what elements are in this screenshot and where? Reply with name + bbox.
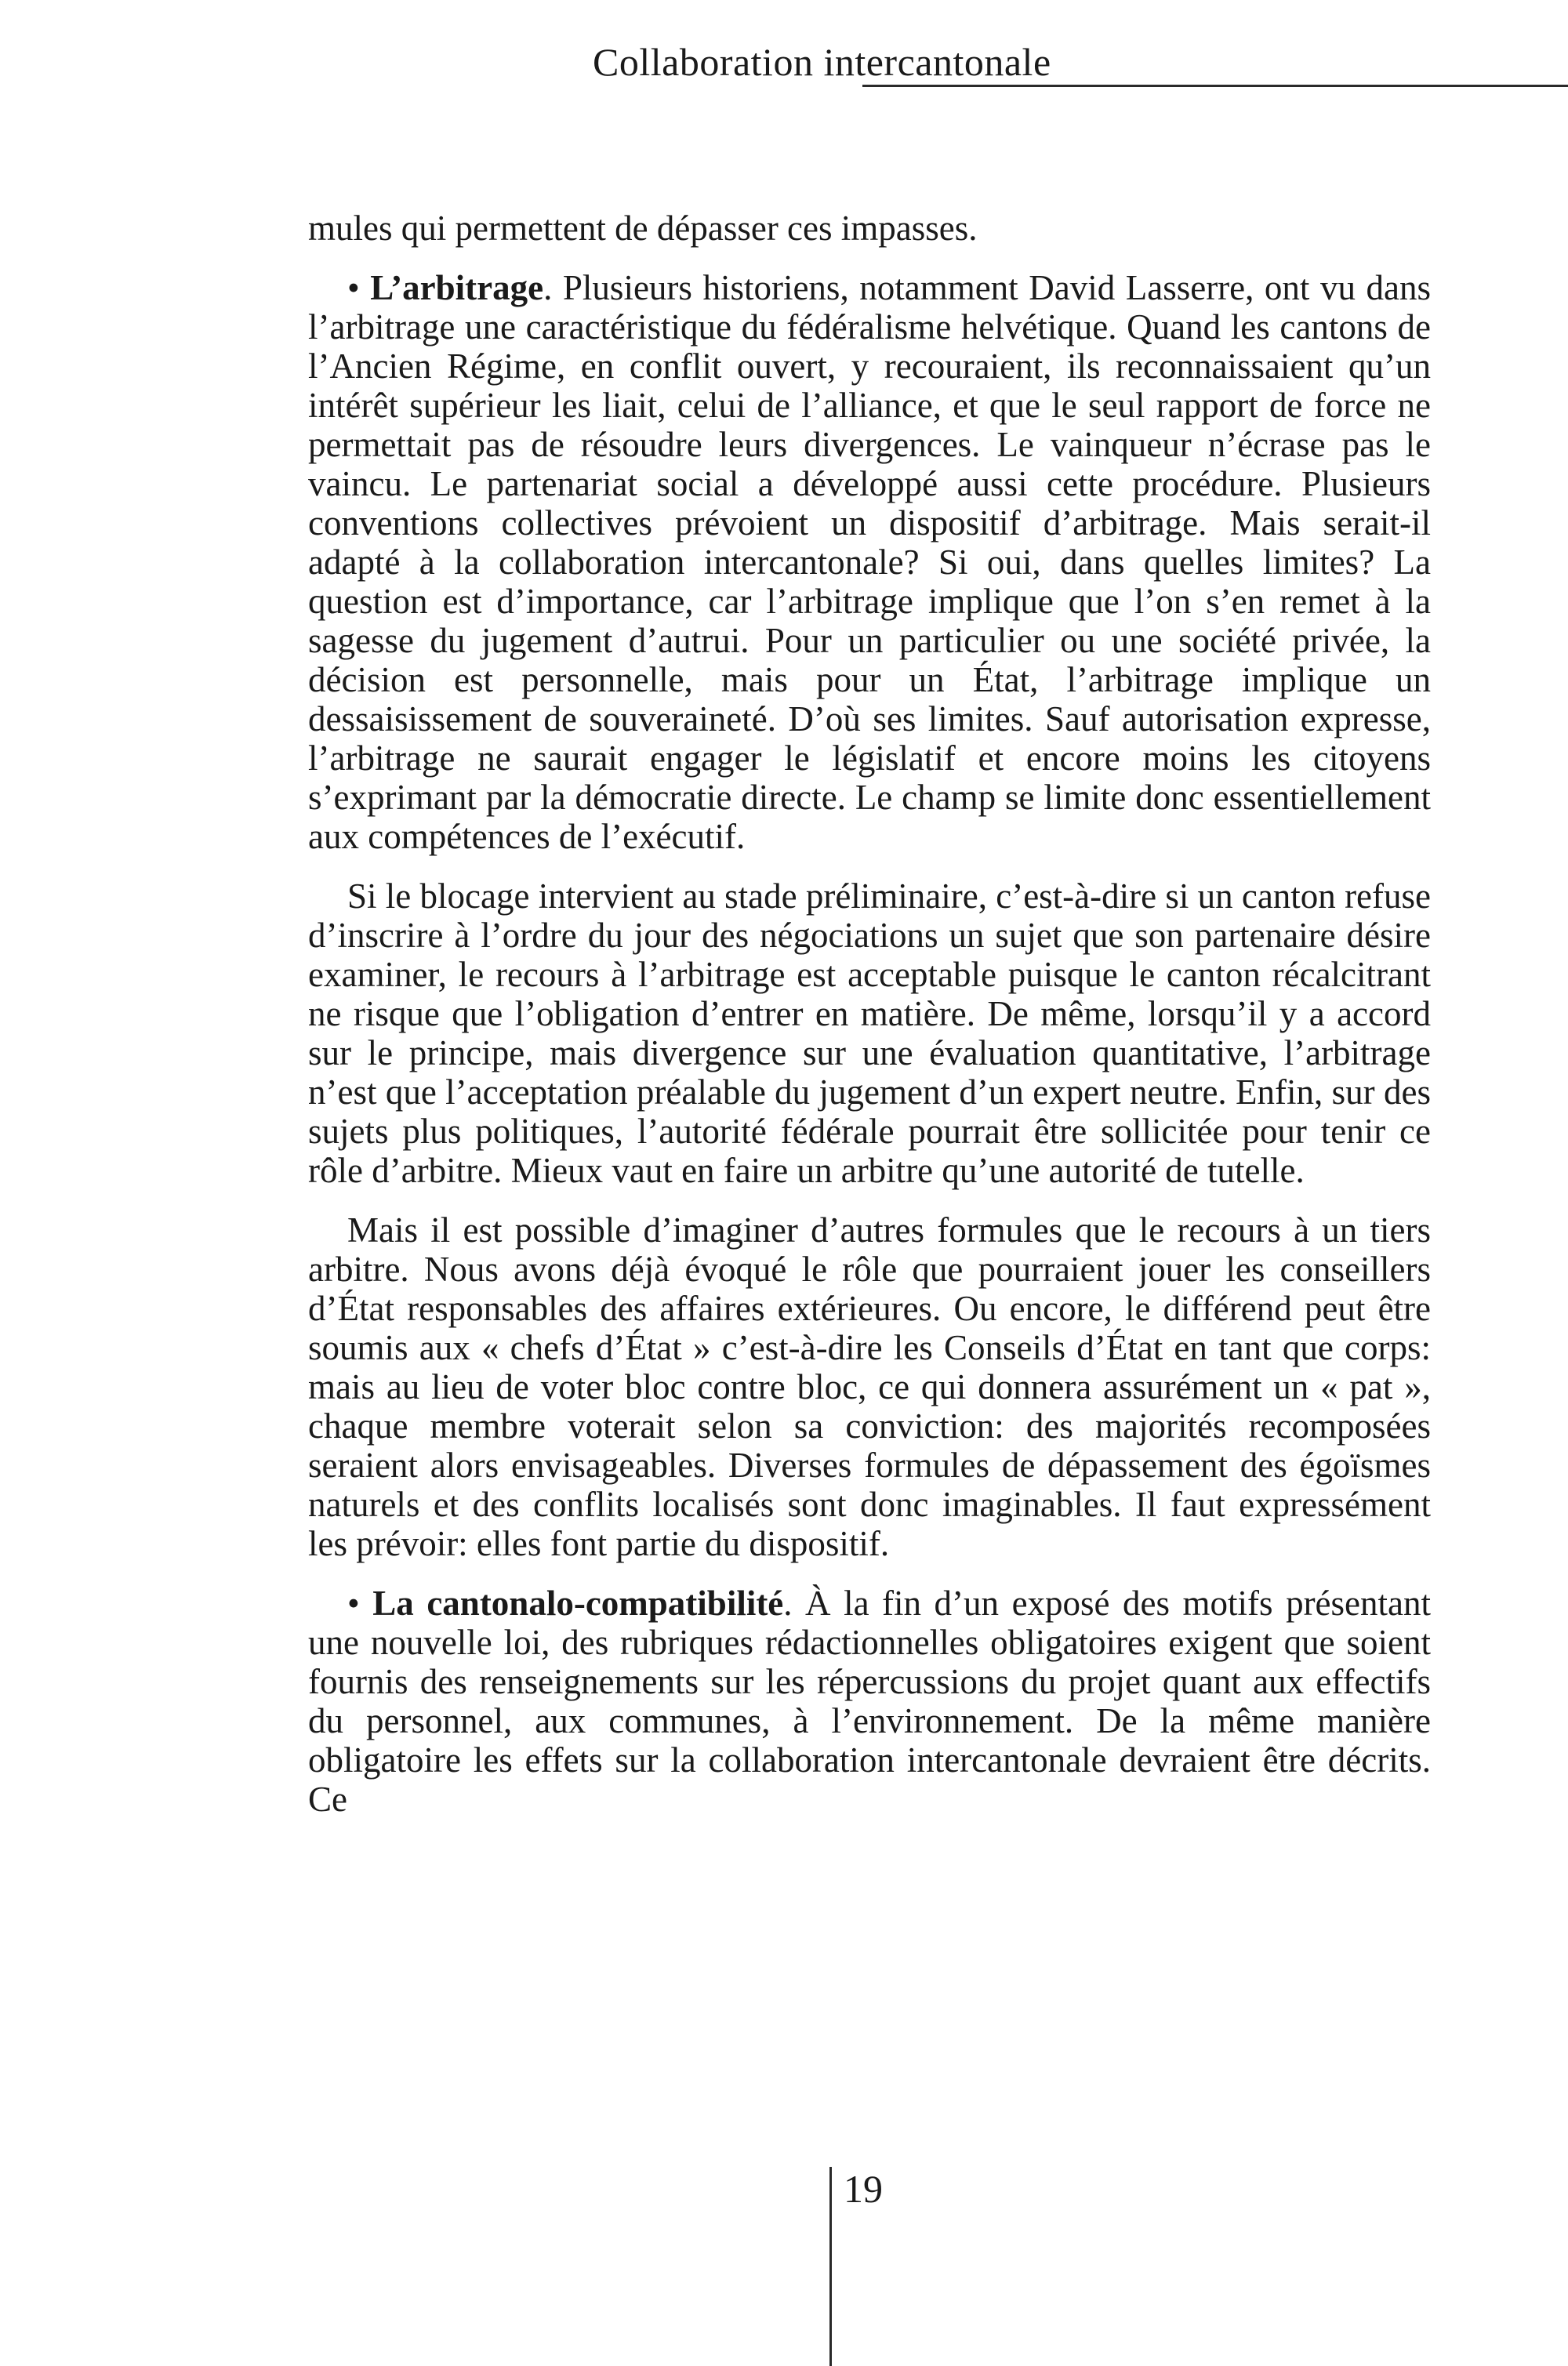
section-lead-cantonalo: La cantonalo-compatibilité bbox=[372, 1584, 784, 1623]
bullet-marker: • bbox=[347, 1584, 373, 1623]
section-lead-arbitrage: L’arbitrage bbox=[370, 268, 544, 307]
body-text bbox=[308, 209, 1431, 1839]
page-number: 19 bbox=[844, 2167, 883, 2211]
running-head-title: Collaboration intercantonale bbox=[593, 40, 1051, 84]
paragraph-continuation: mules qui permettent de dépasser ces impasses. bbox=[308, 209, 978, 248]
paragraph-cantonalo bbox=[308, 1584, 1431, 1819]
paragraph-cantonalo-text: . À la fin d’un exposé des motifs présentant une nouvelle loi, des rubriques rédactionnelles obligatoires exigent que soient fournis des renseignements sur les répercussions du projet quant aux effectifs du personnel, aux communes, à l’environnement. De la même manière obligatoire les effets sur la collaboration intercantonale devraient être décrits. Ce bbox=[308, 1584, 1431, 1819]
header-rule bbox=[862, 85, 1568, 87]
footer-rule bbox=[829, 2167, 832, 2366]
paragraph-arbitrage-text: . Plusieurs historiens, notamment David Lasserre, ont vu dans l’arbitrage une caractéristique du fédéralisme helvétique. Quand les cantons de l’Ancien Régime, en conflit ouvert, y recouraient, ils reconnaissaient qu’un intérêt supérieur les liait, celui de l’alliance, et que le seul rapport de force ne permettait pas de résoudre leurs divergences. Le vainqueur n’écrase pas le vaincu. Le partenariat social a développé aussi cette procédure. Plusieurs conventions collectives prévoient un dispositif d’arbitrage. Mais serait-il adapté à la collaboration intercantonale? Si oui, dans quelles limites? La question est d’importance, car l’arbitrage implique que l’on s’en remet à la sagesse du jugement d’autrui. Pour un particulier ou une société privée, la décision est personnelle, mais pour un État, l’arbitrage implique un dessaisissement de souveraineté. D’où ses limites. Sauf autorisation expresse, l’arbitrage ne saurait engager le législatif et encore moins les citoyens s’exprimant par la démocratie directe. Le champ se limite donc essentiellement aux compétences de l’exécutif. bbox=[308, 268, 1431, 856]
bullet-marker: • bbox=[347, 268, 371, 307]
paragraph-blocage: Si le blocage intervient au stade préliminaire, c’est-à-dire si un canton refuse d’inscrire à l’ordre du jour des négociations un sujet que son partenaire désire examiner, le recours à l’arbitrage est acceptable puisque le canton récalcitrant ne risque que l’obligation d’entrer en matière. De même, lorsqu’il y a accord sur le principe, mais divergence sur une évaluation quantitative, l’arbitrage n’est que l’acceptation préalable du jugement d’un expert neutre. Enfin, sur des sujets plus politiques, l’autorité fédérale pourrait être sollicitée pour tenir ce rôle d’arbitre. Mieux vaut en faire un arbitre qu’une autorité de tutelle. bbox=[308, 876, 1431, 1190]
paragraph-arbitrage bbox=[308, 268, 1431, 856]
paragraph-formules: Mais il est possible d’imaginer d’autres formules que le recours à un tiers arbitre. Nous avons déjà évoqué le rôle que pourraient jouer les conseillers d’État responsables des affaires extérieures. Ou encore, le différend peut être soumis aux « chefs d’État » c’est-à-dire les Conseils d’État en tant que corps: mais au lieu de voter bloc contre bloc, ce qui donnera assurément un « pat », chaque membre voterait selon sa conviction: des majorités recomposées seraient alors envisageables. Diverses formules de dépassement des égoïsmes naturels et des conflits localisés sont donc imaginables. Il faut expressément les prévoir: elles font partie du dispositif. bbox=[308, 1210, 1431, 1563]
